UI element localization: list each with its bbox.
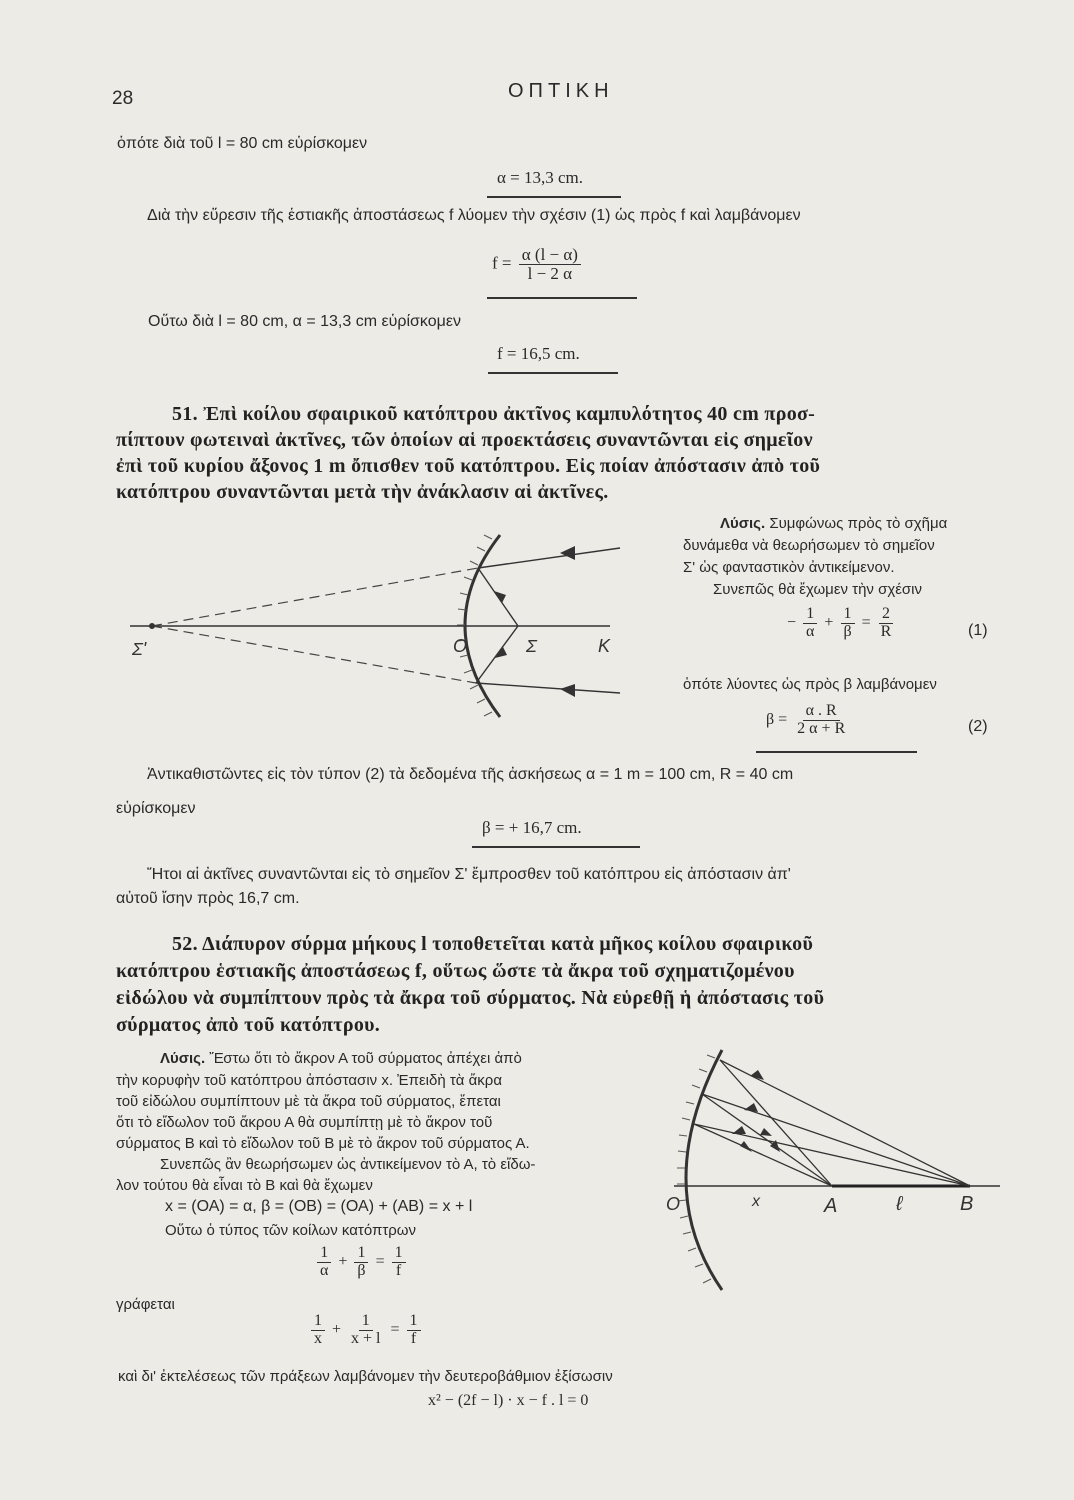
eq4-frac-3 [407,1313,421,1348]
result-underline [487,196,621,198]
solution-52-line-6: Συνεπῶς ἂν θεωρήσωμεν ὡς ἀντικείμενον τὸ Α, τὸ εἴδω- [160,1156,536,1173]
equation-1-tag: (1) [968,622,988,639]
eq1-n3: 2 [879,606,893,624]
eq1-n1: 1 [803,606,817,624]
ray-b-upper [720,1060,970,1186]
eq4-n1: 1 [311,1313,325,1331]
equation-4 [308,1313,424,1348]
point-sigma-prime [149,623,155,629]
result-f: f = 16,5 cm. [497,344,580,363]
reflected-ray-lower [476,626,518,683]
eq1-equals: = [861,613,871,631]
f-denominator: l − 2 α [527,263,573,283]
extension-upper [152,568,478,626]
eq3-frac-3 [392,1245,406,1280]
solution-label: Λύσις. [720,515,766,532]
eq1-frac-3 [878,606,895,641]
eq2-lhs: β = [766,710,788,728]
solution-51-line-5: ὁπότε λύοντες ὡς πρὸς β λαμβάνομεν [683,676,937,693]
eq4-d1: x [314,1329,322,1347]
eq1-frac-2 [840,606,854,641]
eq3-d3: f [395,1261,402,1279]
solution-52-line-7: λον τούτου θὰ εἶναι τὸ Β καὶ θὰ ἔχωμεν [116,1177,373,1194]
substitution-line-2: εὑρίσκομεν [116,800,196,817]
solution-52-line-10: καὶ δι' ἐκτελέσεως τῶν πράξεων λαμβάνομεν τὴν δευτεροβάθμιον ἐξίσωσιν [118,1368,613,1385]
intro-line-1: ὁπότε διὰ τοῦ l = 80 cm εὑρίσκομεν [117,135,368,152]
arrow-icon [560,684,575,697]
solution-label: Λύσις. [160,1050,206,1067]
eq4-equals: = [390,1320,400,1338]
eq3-plus: + [338,1252,348,1270]
eq4-n3: 1 [407,1313,421,1331]
label-sigma-prime: Σ' [132,639,147,659]
arrow-icon [560,546,575,560]
solution-51-line-3: Σ' ὡς φανταστικὸν ἀντικείμενον. [683,559,895,576]
eq1-minus: − [787,613,797,631]
problem-51-line-3: ἐπὶ τοῦ κυρίου ἄξονος 1 m ὄπισθεν τοῦ κατόπτρου. Εἰς ποίαν ἀπόστασιν ἀπὸ τοῦ [116,455,821,477]
mirror-hatching [677,1055,715,1283]
arrow-icon [494,591,506,603]
result-f-underline [488,372,618,374]
equation-2 [766,703,851,738]
eq2-den: 2 α + R [797,719,846,737]
equation-3 [314,1245,409,1280]
eq4-frac-2 [348,1313,383,1348]
arrow-icon [732,1126,746,1134]
extension-lower [152,626,476,683]
eq1-n2: 1 [841,606,855,624]
incident-ray-upper [478,548,620,568]
page-number: 28 [112,88,134,109]
arrow-icon [760,1128,772,1136]
problem-52-line-2: κατόπτρου ἑστιακῆς ἀποστάσεως f, οὕτως ὥστε τὰ ἄκρα τοῦ σχηματιζομένου [116,960,795,982]
result-beta-underline [472,846,640,848]
figure-51-concave-mirror [120,525,640,725]
label-k: K [598,636,611,656]
eq3-n2: 1 [354,1245,368,1263]
eq3-n1: 1 [317,1245,331,1263]
solution-52-line-4: ὅτι τὸ εἴδωλον τοῦ ἄκρου Α θὰ συμπίπτῃ μὲ τὸ ἄκρον τοῦ [116,1114,493,1131]
figure-52-wire-and-mirror [660,1040,1000,1300]
solution-text: Συμφώνως πρὸς τὸ σχῆμα [769,515,948,532]
intro-line-3: Οὕτω διὰ l = 80 cm, α = 13,3 cm εὑρίσκομεν [148,313,461,330]
label-o: O [666,1194,681,1214]
intro-line-2: Διὰ τὴν εὕρεσιν τῆς ἑστιακῆς ἀποστάσεως f λύομεν τὴν σχέσιν (1) ὡς πρὸς f καὶ λαμβάνομεν [147,207,801,224]
solution-52-line-9: Οὕτω ὁ τύπος τῶν κοίλων κατόπτρων [165,1222,416,1239]
f-fraction [519,246,581,283]
solution-51-line-2: δυνάμεθα νὰ θεωρήσωμεν τὸ σημεῖον [683,537,935,554]
solution-52-line-2: τὴν κορυφὴν τοῦ κατόπτρου ἀπόστασιν x. Ἐπειδὴ τὰ ἄκρα [116,1072,502,1089]
eq2-num: α . R [803,703,840,721]
solution-52-line-5: σύρματος Β καὶ τὸ εἴδωλον τοῦ Β μὲ τὸ ἄκρον τοῦ σύρματος Α. [116,1135,530,1152]
problem-52-line-3: εἰδώλου νὰ συμπίπτουν πρὸς τὰ ἄκρα τοῦ σύρματος. Νὰ εὑρεθῇ ἡ ἀπόστασις τοῦ [116,987,825,1009]
label-l: ℓ [896,1193,903,1215]
problem-51-line-1: 51. Ἐπὶ κοίλου σφαιρικοῦ κατόπτρου ἀκτῖνος καμπυλότητος 40 cm προσ- [172,403,816,425]
running-title: ΟΠΤΙΚΗ [508,80,614,102]
eq1-frac-1 [803,606,817,641]
eq4-frac-1 [311,1313,325,1348]
f-lhs: f = [492,253,512,273]
conclusion-line-1: Ἤτοι αἱ ἀκτῖνες συναντῶνται εἰς τὸ σημεῖον Σ' ἔμπροσθεν τοῦ κατόπτρου εἰς ἀπόστασιν ἀπ' [147,866,791,883]
eq3-d2: β [357,1261,366,1279]
eq1-d3: R [880,622,892,640]
problem-51-line-4: κατόπτρου συναντῶνται μετὰ τὴν ἀνάκλασιν αἱ ἀκτῖνες. [116,481,609,503]
quadratic-equation: x² − (2f − l) · x − f . l = 0 [428,1392,589,1409]
eq1-d2: β [843,622,852,640]
ray-reflect-to-a [720,1060,832,1186]
mirror-arc [686,1050,722,1290]
f-formula [492,246,584,283]
eq4-n2: 1 [359,1313,373,1331]
ray-b-middle [702,1094,970,1186]
eq4-d2: x + l [351,1329,381,1347]
problem-52-line-4: σύρματος ἀπὸ τοῦ κατόπτρου. [116,1014,381,1036]
eq3-n3: 1 [392,1245,406,1263]
equation-1 [787,606,897,641]
solution-text: Ἔστω ὅτι τὸ ἄκρον Α τοῦ σύρματος ἀπέχει ἀπὸ [209,1050,522,1067]
label-x: x [752,1193,760,1210]
solution-52-line-1 [160,1050,522,1067]
label-o: O [453,636,468,656]
label-sigma: Σ [526,636,537,656]
eq3-frac-2 [354,1245,368,1280]
eq3-d1: α [320,1261,329,1279]
incident-ray-lower [476,683,620,693]
arrow-icon [744,1103,758,1112]
eq4-d3: f [410,1329,417,1347]
eq3-frac-1 [317,1245,331,1280]
eq1-d1: α [806,622,815,640]
equation-2-underline [756,751,917,753]
result-beta: β = + 16,7 cm. [482,818,582,837]
label-b: B [960,1193,974,1215]
conclusion-line-2: αὐτοῦ ἴσην πρὸς 16,7 cm. [116,890,300,907]
result-alpha: α = 13,3 cm. [497,168,584,187]
problem-52-line-1: 52. Διάπυρον σύρμα μήκους l τοποθετεῖται κατὰ μῆκος κοίλου σφαιρικοῦ [172,933,814,955]
f-formula-underline [487,297,637,299]
arrow-icon [740,1141,752,1152]
eq4-plus: + [332,1320,342,1338]
eq2-fraction [794,703,848,738]
equation-2-tag: (2) [968,718,988,735]
solution-51-line-1 [720,515,947,532]
label-a: A [824,1195,838,1217]
substitution-line-1: Ἀντικαθιστῶντες εἰς τὸν τύπον (2) τὰ δεδομένα τῆς ἀσκήσεως α = 1 m = 100 cm, R = 40 cm [147,766,794,783]
grafetai-label: γράφεται [116,1296,175,1313]
solution-52-line-8: x = (ΟΑ) = α, β = (ΟΒ) = (ΟΑ) + (ΑΒ) = x + l [165,1198,473,1215]
problem-51-line-2: πίπτουν φωτειναὶ ἀκτῖνες, τῶν ὁποίων αἱ προεκτάσεις συναντῶνται εἰς σημεῖον [116,429,813,451]
solution-52-line-3: τοῦ εἰδώλου συμπίπτουν μὲ τὰ ἄκρα τοῦ σύρματος, ἕπεται [116,1093,501,1110]
f-numerator: α (l − α) [519,246,581,265]
eq1-plus: + [824,613,834,631]
solution-51-line-4: Συνεπῶς θὰ ἔχωμεν τὴν σχέσιν [713,581,923,598]
eq3-equals: = [375,1252,385,1270]
